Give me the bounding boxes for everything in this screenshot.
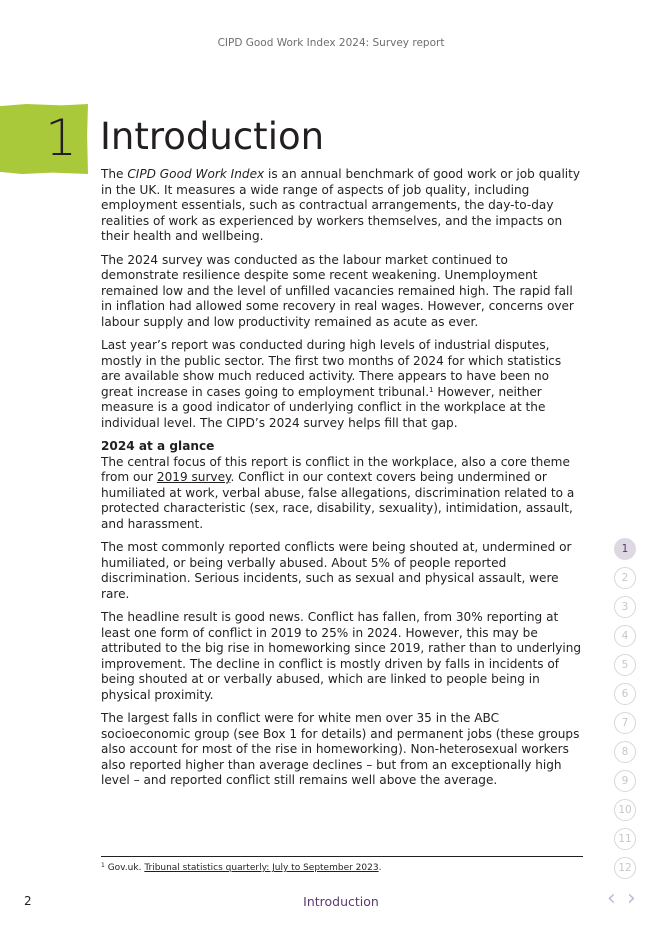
chapter-navigation (614, 538, 638, 886)
nav-chapter-12[interactable]: 12 (614, 857, 636, 879)
nav-chapter-6[interactable]: 6 (614, 683, 636, 705)
nav-chapter-11[interactable]: 11 (614, 828, 636, 850)
nav-chapter-1[interactable]: 1 (614, 538, 636, 560)
link-2019-survey[interactable]: 2019 survey (156, 470, 231, 484)
nav-chapter-3[interactable]: 3 (614, 596, 636, 618)
paragraph-labour-market: The 2024 survey was conducted as the labour market continued to demonstrate resilience despite some recent weakening. Unemployment remained low and the level of unfilled vacancies remained high. The rapid fall in inflation had allowed some recovery in real wages. However, concerns over labour supply and low productivity remained as acute as ever. (101, 252, 574, 329)
nav-chapter-8[interactable]: 8 (614, 741, 636, 763)
paragraph-headline-result: The headline result is good news. Conflict has fallen, from 30% reporting at least one form of conflict in 2019 to 25% in 2024. However, this may be attributed to the big rise in homeworking since 2019, rather than to underlying improvement. The decline in conflict is mostly driven by falls in incidents of being shouted at or verbally abused, which are linked to people being in physical proximity. (101, 610, 582, 702)
paragraph-common-conflicts: The most commonly reported conflicts were being shouted at, undermined or humiliated, or being verbally abused. About 5% of people reported discrimination. Serious incidents, such as sexual and physical assault, were rare. (101, 540, 572, 601)
nav-chapter-5[interactable]: 5 (614, 654, 636, 676)
section-heading-glance: 2024 at a glance (101, 439, 215, 453)
nav-chapter-9[interactable]: 9 (614, 770, 636, 792)
footnote: $^1$ Gov.uk. Tribunal statistics quarterly: July to September 2023. (101, 862, 382, 873)
previous-page-icon[interactable]: ‹ (607, 886, 616, 911)
footnote-marker[interactable]: 1 (429, 385, 434, 394)
nav-chapter-7[interactable]: 7 (614, 712, 636, 734)
footnote-link[interactable]: Tribunal statistics quarterly: July to September 2023 (144, 863, 379, 873)
nav-chapter-4[interactable]: 4 (614, 625, 636, 647)
nav-chapter-10[interactable]: 10 (614, 799, 636, 821)
paragraph-intro: The CIPD Good Work Index is an annual benchmark of good work or job quality in the UK. It measures a wide range of aspects of job quality, including employment essentials, such as contractual arrangements, the day-to-day realities of work as experienced by workers themselves, and the impacts on their health and wellbeing. (101, 167, 581, 243)
next-page-icon[interactable]: › (627, 886, 636, 911)
body-text (101, 167, 584, 797)
paragraph-conflict-focus: The central focus of this report is conflict in the workplace, also a core theme from our 2019 survey. Conflict in our context covers being undermined or humiliated at work, verbal abuse, false allegations, discrimination related to a protected characteristic (sex, race, disability, sexuality), intimidation, assault, and harassment. (101, 454, 575, 531)
paragraph-disputes: Last year’s report was conducted during high levels of industrial disputes, mostly in the public sector. The first two months of 2024 for which statistics are available show much reduced activity. There appears to have been no great increase in cases going to employment tribunal.$^1$ However, neither measure is a good indicator of underlying conflict in the workplace at the individual level. The CIPD’s 2024 survey helps fill that gap. (101, 338, 562, 430)
header-title: CIPD Good Work Index 2024: Survey report (217, 37, 445, 49)
chapter-number: 1 (45, 109, 77, 167)
footnote-divider (101, 856, 583, 857)
paragraph-largest-falls: The largest falls in conflict were for white men over 35 in the ABC socioeconomic group (see Box 1 for details) and permanent jobs (these groups also account for most of the rise in homeworking). Non-heterosexual workers also reported higher than average declines – but from an exceptionally high level – and reported conflict still remains well above the average. (101, 711, 580, 787)
nav-chapter-2[interactable]: 2 (614, 567, 636, 589)
footer-section-title[interactable]: Introduction (303, 894, 379, 909)
page-arrows (607, 886, 645, 911)
page-number: 2 (24, 894, 32, 908)
page-title: Introduction (100, 115, 325, 158)
publication-name: CIPD Good Work Index (127, 167, 265, 181)
